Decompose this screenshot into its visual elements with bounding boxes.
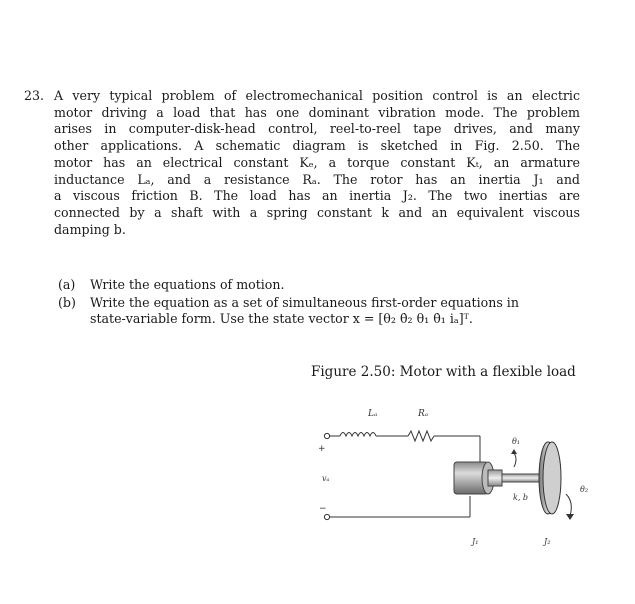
statement-line: motor driving a load that has one dominant vibration mode. The problem — [54, 104, 580, 120]
statement-line: damping b. — [54, 221, 126, 237]
part-text: Write the equation as a set of simultaneous first-order equations in — [90, 294, 519, 310]
j2-label: J₂ — [544, 537, 551, 546]
theta2-arrowhead — [566, 514, 574, 520]
part-label: (b) — [58, 294, 76, 310]
load-disk-face — [543, 442, 561, 514]
inductor-coil — [340, 433, 376, 437]
statement-line: arises in computer-disk-head control, reel-to-reel tape drives, and many — [54, 121, 580, 137]
problem-number: 23. — [24, 88, 45, 103]
inductor-label: Lₐ — [368, 409, 378, 419]
part-text: state-variable form. Use the state vector x = [θ₂ θ̇₂ θ₁ θ̇₁ iₐ]ᵀ. — [90, 311, 473, 327]
bottom-terminal — [324, 514, 329, 519]
problem-23 — [24, 88, 580, 238]
plus-sign: + — [318, 444, 326, 454]
statement-line: A very typical problem of electromechanical position control is an electric — [54, 88, 580, 103]
part-b — [58, 295, 578, 328]
resistor-zigzag — [408, 431, 434, 441]
statement-line: motor has an electrical constant Kₑ, a torque constant Kₜ, an armature — [54, 154, 580, 170]
problem-parts — [58, 277, 578, 329]
statement-line: connected by a shaft with a spring constant k and an equivalent viscous — [54, 204, 580, 220]
j1-label: J₁ — [472, 537, 479, 546]
statement-line: other applications. A schematic diagram is sketched in Fig. 2.50. The — [54, 138, 580, 154]
theta2-label: θ₂ — [580, 485, 589, 494]
top-terminal — [324, 433, 329, 438]
motor-flexible-load-diagram — [300, 396, 600, 556]
figure-caption: Figure 2.50: Motor with a flexible load — [311, 364, 576, 380]
spring-damping-label: k, b — [513, 493, 529, 502]
statement-line: inductance Lₐ, and a resistance Rₐ. The rotor has an inertia J₁ and — [54, 171, 580, 187]
part-label: (a) — [58, 277, 76, 292]
problem-statement — [54, 88, 580, 238]
flexible-shaft — [502, 474, 544, 482]
rotor-hub — [488, 470, 502, 486]
theta1-arrowhead — [511, 449, 517, 454]
resistor-label: Rₐ — [418, 409, 429, 419]
theta1-arrow — [514, 453, 516, 467]
part-text: Write the equations of motion. — [90, 277, 285, 292]
theta1-label: θ₁ — [512, 437, 521, 446]
voltage-label: vₐ — [322, 474, 330, 483]
theta2-arrow — [566, 494, 571, 516]
part-a — [58, 277, 578, 294]
minus-sign: − — [319, 504, 327, 514]
statement-line: a viscous friction B. The load has an inertia J₂. The two inertias are — [54, 188, 580, 204]
